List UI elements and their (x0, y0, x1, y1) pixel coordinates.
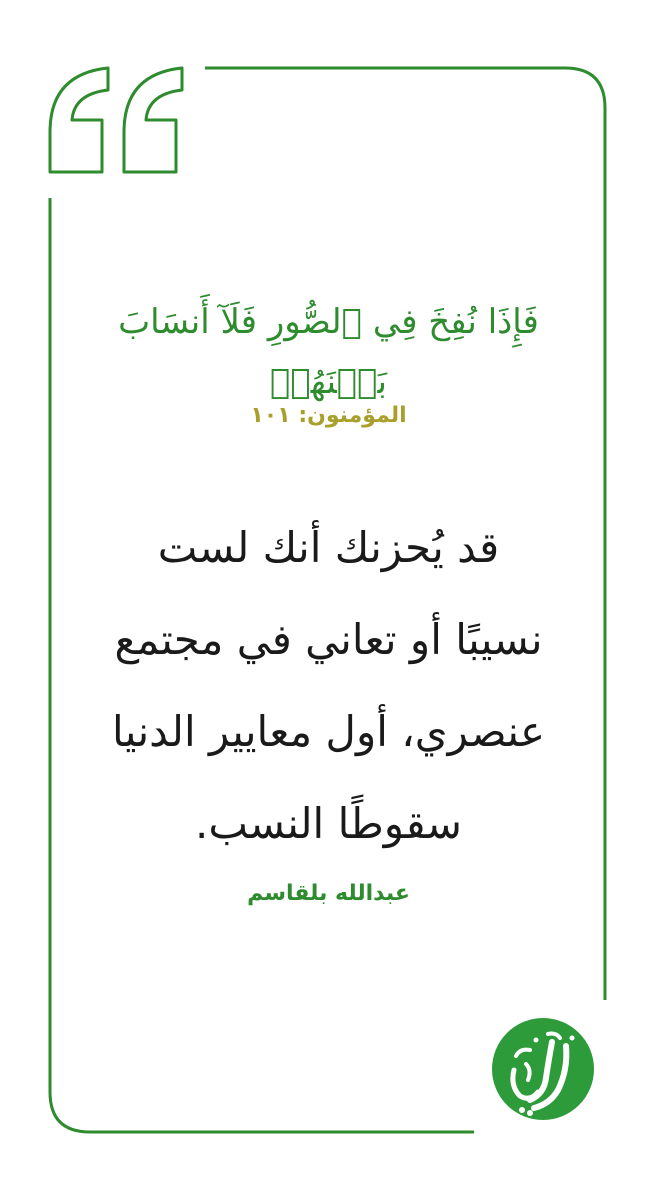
verse-reference: المؤمنون: ١٠١ (250, 403, 407, 428)
quote-text (70, 502, 587, 870)
double-quote-outline-icon (44, 62, 189, 182)
quote-line: عنصري، أول معايير الدنيا (111, 707, 546, 756)
quote-line: سقوطًا النسب. (195, 799, 462, 848)
aya-calligraphy-logo-icon (486, 1012, 600, 1126)
quran-verse: فَإِذَا نُفِخَ فِي ٱلصُّورِ فَلَآ أَنسَابَ بَيۡنَهُمۡ (118, 302, 539, 402)
author-name: عبدالله بلقاسم (247, 881, 410, 906)
quote-line: نسيبًا أو تعاني في مجتمع (114, 615, 543, 664)
quote-line: قد يُحزنك أنك لست (157, 523, 500, 572)
